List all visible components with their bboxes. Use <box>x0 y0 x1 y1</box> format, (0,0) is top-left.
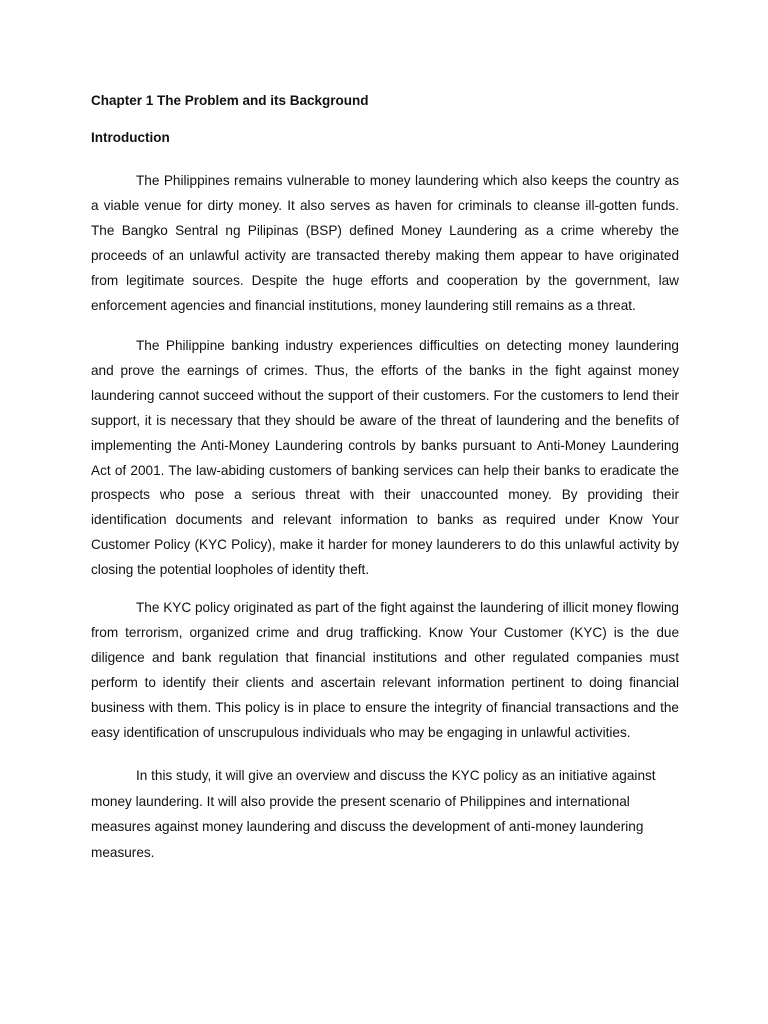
section-heading-introduction: Introduction <box>91 130 170 145</box>
body-paragraph-1: The Philippines remains vulnerable to money laundering which also keeps the country as a viable venue for dirty money. It also serves as haven for criminals to cleanse ill-gotten funds. The Bangko Sentral ng Pilipinas (BSP) defined Money Laundering as a crime whereby the proceeds of an unlawful activity are transacted thereby making them appear to have originated from legitimate sources. Despite the huge efforts and cooperation by the government, law enforcement agencies and financial institutions, money laundering still remains as a threat. <box>91 173 679 313</box>
body-paragraph-4: In this study, it will give an overview and discuss the KYC policy as an initiative against money laundering. It will also provide the present scenario of Philippines and international measures against money laundering and discuss the development of anti-money laundering measures. <box>91 768 656 860</box>
chapter-title: Chapter 1 The Problem and its Background <box>91 93 369 108</box>
body-paragraph-2: The Philippine banking industry experiences difficulties on detecting money laundering and prove the earnings of crimes. Thus, the efforts of the banks in the fight against money laundering cannot succeed without the support of their customers. For the customers to lend their support, it is necessary that they should be aware of the threat of laundering and the benefits of implementing the Anti-Money Laundering controls by banks pursuant to Anti-Money Laundering Act of 2001. The law-abiding customers of banking services can help their banks to eradicate the prospects who pose a serious threat with their unaccounted money. By providing their identification documents and relevant information to banks as required under Know Your Customer Policy (KYC Policy), make it harder for money launderers to do this unlawful activity by closing the potential loopholes of identity theft. <box>91 338 679 578</box>
body-paragraph-3: The KYC policy originated as part of the fight against the laundering of illicit money flowing from terrorism, organized crime and drug trafficking. Know Your Customer (KYC) is the due diligence and bank regulation that financial institutions and other regulated companies must perform to identify their clients and ascertain relevant information pertinent to doing financial business with them. This policy is in place to ensure the integrity of financial transactions and the easy identification of unscrupulous individuals who may be engaging in unlawful activities. <box>91 600 679 740</box>
